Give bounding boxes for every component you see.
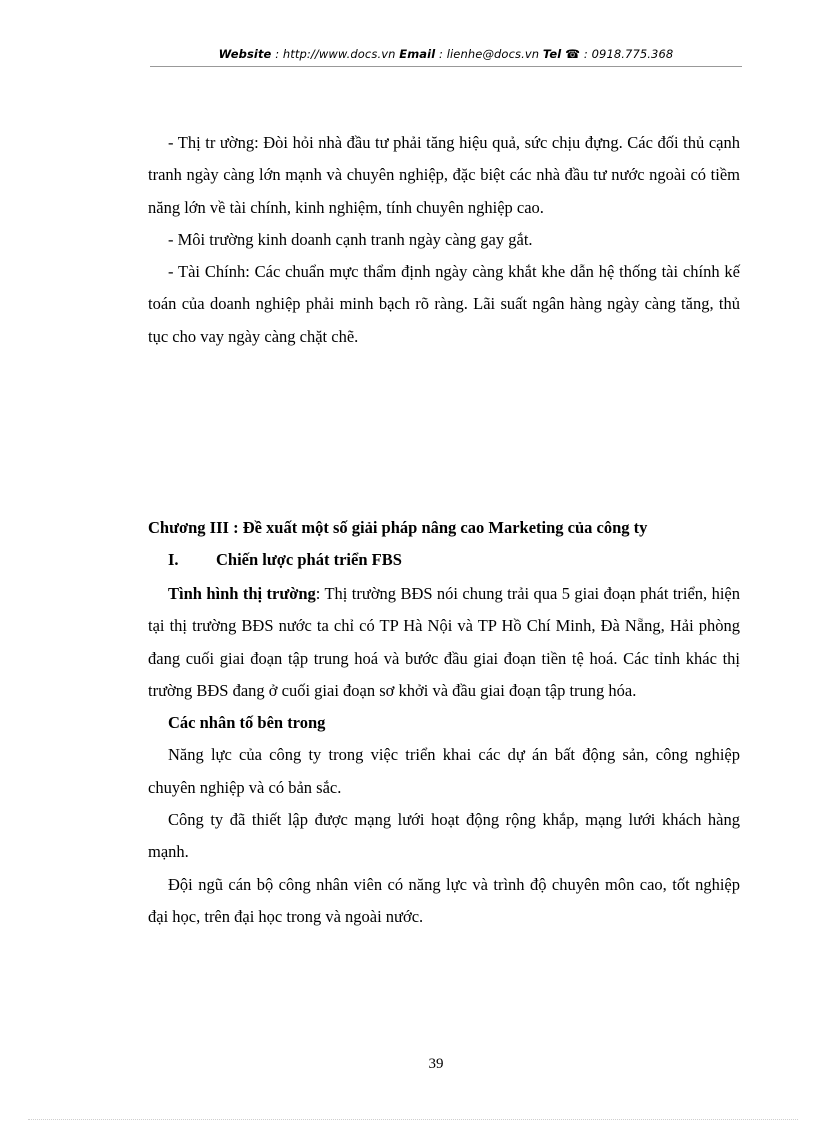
paragraph-finance: - Tài Chính: Các chuẩn mực thẩm định ngày càng khắt khe dẫn hệ thống tài chính kế toán của doanh nghiệp phải minh bạch rõ ràng. Lãi suất ngân hàng ngày càng tăng, thủ tục cho vay ngày càng chặt chẽ. <box>148 262 740 346</box>
telephone-icon: ☎ <box>565 47 581 61</box>
section-title: Chiến lược phát triển FBS <box>216 550 402 569</box>
paragraph-market-situation <box>148 578 740 707</box>
paragraph-capability: Năng lực của công ty trong việc triển khai các dự án bất động sản, công nghiệp chuyên nghiệp và có bản sắc. <box>148 745 740 797</box>
header-website-value: : http://www.docs.vn <box>271 47 400 61</box>
internal-factors-heading: Các nhân tố bên trong <box>168 713 326 733</box>
market-situation-label: Tình hình thị trường <box>168 584 316 603</box>
page-header <box>150 47 742 61</box>
header-divider <box>150 66 742 67</box>
market-situation-text: : Thị trường BĐS nói chung trải qua 5 giai đoạn phát triển, hiện tại thị trường BĐS nước ta chỉ có TP Hà Nội và TP Hồ Chí Minh, Đà Nẵng, Hải phòng đang cuối giai đoạn tập trung hoá và bước đầu giai đoạn tiền tệ hoá. Các tỉnh khác thị trường BĐS đang ở cuối giai đoạn sơ khởi và đầu giai đoạn tập trung hóa. <box>148 584 740 700</box>
header-email-value: : lienhe@docs.vn <box>435 47 543 61</box>
chapter-title: Chương III : Đề xuất một số giải pháp nâng cao Marketing của công ty <box>148 518 648 537</box>
header-email-label: Email <box>399 47 436 61</box>
page-bottom-border <box>28 1119 798 1120</box>
header-tel-label: Tel <box>542 47 562 61</box>
page-number: 39 <box>428 1056 444 1072</box>
section-heading <box>168 550 402 570</box>
strategy-section <box>148 578 740 933</box>
header-tel-value: : 0918.775.368 <box>580 47 674 61</box>
paragraph-business-environment: - Môi trường kinh doanh cạnh tranh ngày càng gay gắt. <box>168 229 533 249</box>
header-website-label: Website <box>218 47 272 61</box>
paragraph-staff: Đội ngũ cán bộ công nhân viên có năng lực và trình độ chuyên môn cao, tốt nghiệp đại học, trên đại học trong và ngoài nước. <box>148 874 740 926</box>
section-number: I. <box>168 550 179 569</box>
paragraph-market: - Thị tr ường: Đòi hỏi nhà đầu tư phải tăng hiệu quả, sức chịu đựng. Các đối thủ cạnh tranh ngày càng lớn mạnh và chuyên nghiệp, đặc biệt các nhà đầu tư nước ngoài có tiềm năng lớn về tài chính, kinh nghiệm, tính chuyên nghiệp cao. <box>148 133 740 217</box>
paragraph-network: Công ty đã thiết lập được mạng lưới hoạt động rộng khắp, mạng lưới khách hàng mạnh. <box>148 810 740 862</box>
intro-section <box>148 127 740 353</box>
